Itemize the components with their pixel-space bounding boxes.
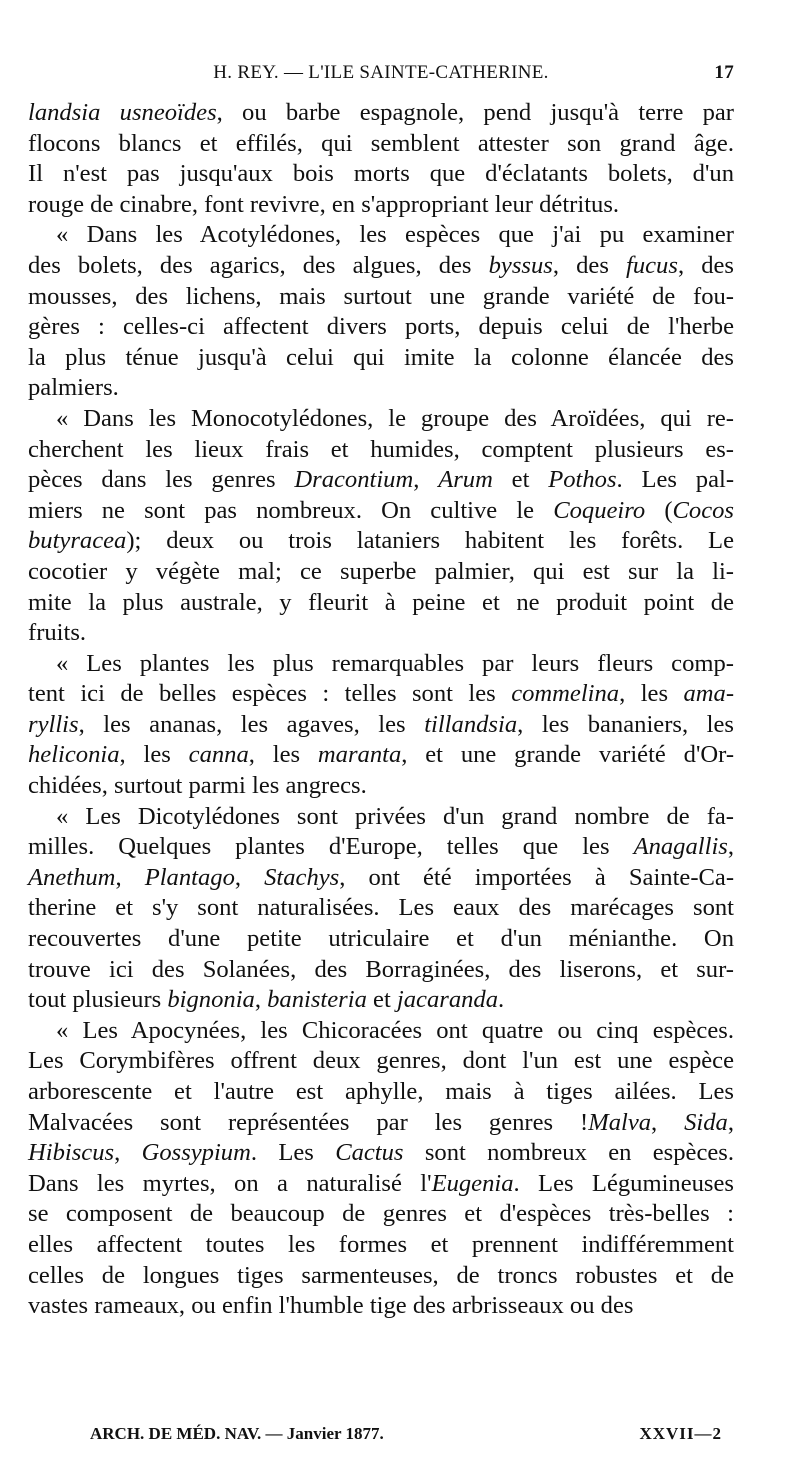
- text-run: et: [492, 466, 549, 494]
- italic-term: Eugenia: [431, 1169, 514, 1197]
- italic-term: jacaranda: [396, 986, 499, 1014]
- italic-term: landsia usneoïdes: [28, 99, 217, 126]
- text-run: « Dans les Acotylédones, les espèces que j'ai pu examiner: [56, 221, 734, 249]
- text-line: [28, 863, 734, 894]
- italic-term: butyracea: [28, 527, 127, 555]
- text-run: et: [366, 986, 397, 1014]
- text-run: ); deux ou trois lataniers habitent les forêts. Le: [126, 527, 734, 555]
- text-run: pèces dans les genres: [28, 466, 295, 494]
- italic-term: Malva: [588, 1108, 652, 1136]
- text-run: .: [498, 986, 505, 1014]
- text-run: , ont été importées à Sainte-Ca-: [339, 863, 735, 891]
- text-run: arborescente et l'autre est aphylle, mais à tiges ailées. Les: [28, 1078, 734, 1105]
- text-run: « Les Dicotylédones sont privées d'un grand nombre de fa-: [56, 802, 734, 830]
- text-run: milles. Quelques plantes d'Europe, telles que les: [28, 833, 634, 861]
- text-run: ,: [727, 1108, 734, 1136]
- text-run: ,: [115, 863, 145, 891]
- text-line: [28, 1108, 734, 1139]
- italic-term: Sida: [684, 1108, 728, 1136]
- text-line: [28, 465, 734, 496]
- text-line: [28, 893, 734, 924]
- text-run: Dans les myrtes, on a naturalisé l': [28, 1169, 432, 1197]
- text-run: ,: [651, 1108, 685, 1136]
- italic-term: commelina: [511, 680, 620, 708]
- text-run: flocons blancs et effilés, qui semblent attester son grand âge.: [28, 129, 734, 157]
- italic-term: Anethum: [28, 863, 116, 891]
- text-run: ,: [114, 1139, 142, 1167]
- text-run: rouge de cinabre, font revivre, en s'appropriant leur détritus.: [28, 190, 620, 218]
- text-run: , des: [677, 251, 734, 279]
- text-run: ,: [727, 833, 734, 861]
- text-line: [28, 557, 734, 588]
- text-run: cocotier y végète mal; ce superbe palmier, qui est sur la li-: [28, 557, 734, 585]
- text-run: tent ici de belles espèces : telles sont les: [28, 680, 512, 708]
- text-line: [28, 679, 734, 710]
- text-line: [28, 435, 734, 466]
- text-run: sont nombreux en espèces.: [403, 1139, 734, 1167]
- text-run: miers ne sont pas nombreux. On cultive le: [28, 496, 554, 524]
- text-line: [28, 526, 734, 557]
- italic-term: banisteria: [267, 986, 367, 1014]
- text-line: [28, 1077, 734, 1108]
- text-line: [28, 1291, 734, 1322]
- italic-term: Coqueiro: [553, 496, 646, 524]
- text-run: fruits.: [28, 619, 87, 647]
- text-run: « Les Apocynées, les Chicoracées ont quatre ou cinq espèces.: [56, 1016, 734, 1044]
- text-run: (: [645, 496, 673, 524]
- text-run: , les: [619, 680, 684, 708]
- text-line: [28, 129, 734, 160]
- italic-term: Pothos: [548, 466, 617, 494]
- text-run: therine et s'y sont naturalisées. Les eaux des marécages sont: [28, 894, 734, 922]
- text-run: vastes rameaux, ou enfin l'humble tige des arbrisseaux ou des: [28, 1292, 634, 1320]
- italic-term: Cocos: [672, 496, 734, 524]
- text-line: [28, 1046, 734, 1077]
- signature-mark: XXVII—2: [639, 1424, 722, 1443]
- text-run: tout plusieurs: [28, 986, 168, 1014]
- text-run: , et une grande variété d'Or-: [401, 741, 735, 769]
- italic-term: heliconia: [28, 741, 120, 769]
- italic-term: fucus: [626, 251, 678, 279]
- text-line: [28, 1199, 734, 1230]
- text-line: [28, 282, 734, 313]
- text-run: la plus ténue jusqu'à celui qui imite la colonne élancée des: [28, 343, 734, 371]
- italic-term: bignonia: [167, 986, 255, 1014]
- text-line: [28, 740, 734, 771]
- text-run: cherchent les lieux frais et humides, comptent plusieurs es-: [28, 435, 734, 463]
- text-run: , les: [248, 741, 318, 769]
- italic-term: byssus: [488, 251, 553, 279]
- text-line: [28, 771, 734, 802]
- text-run: chidées, surtout parmi les angrecs.: [28, 772, 367, 800]
- text-line: [28, 312, 734, 343]
- text-line: [28, 985, 734, 1016]
- text-line: [28, 1230, 734, 1261]
- page-number: 17: [714, 62, 734, 83]
- text-run: « Dans les Monocotylédones, le groupe des Aroïdées, qui re-: [56, 404, 734, 432]
- text-run: Les Corymbifères offrent deux genres, dont l'un est une espèce: [28, 1047, 734, 1075]
- text-run: trouve ici des Solanées, des Borraginées, des liserons, et sur-: [28, 955, 734, 983]
- text-run: gères : celles-ci affectent divers ports, depuis celui de l'herbe: [28, 313, 734, 341]
- text-run: . Les: [250, 1139, 336, 1167]
- text-run: mousses, des lichens, mais surtout une grande variété de fou-: [28, 282, 734, 310]
- text-line: [28, 190, 734, 221]
- journal-citation: ARCH. DE MÉD. NAV. — Janvier 1877.: [90, 1424, 384, 1443]
- italic-term: canna: [188, 741, 249, 769]
- page-header: [28, 62, 734, 92]
- italic-term: Plantago: [144, 863, 235, 891]
- text-line: [28, 1016, 734, 1047]
- italic-term: Anagallis: [633, 833, 728, 861]
- text-run: , des: [552, 251, 627, 279]
- italic-term: tillandsia: [424, 710, 518, 738]
- running-title: H. REY. — L'ILE SAINTE-CATHERINE.: [213, 62, 549, 83]
- text-line: [28, 373, 734, 404]
- text-run: , les bananiers, les: [517, 710, 734, 738]
- text-line: [28, 955, 734, 986]
- text-line: [28, 649, 734, 680]
- text-line: [28, 588, 734, 619]
- italic-term: Stachys: [264, 863, 340, 891]
- text-run: recouvertes d'une petite utriculaire et d'un ménianthe. On: [28, 925, 734, 953]
- text-run: ,: [254, 986, 268, 1014]
- text-run: Malvacées sont représentées par les genres !: [28, 1108, 589, 1136]
- page-footer: [28, 1424, 734, 1452]
- text-run: , les ananas, les agaves, les: [78, 710, 425, 738]
- text-run: elles affectent toutes les formes et prennent indifféremment: [28, 1230, 734, 1258]
- italic-term: Hibiscus: [28, 1139, 115, 1167]
- text-run: celles de longues tiges sarmenteuses, de troncs robustes et de: [28, 1261, 734, 1289]
- text-run: . Les pal-: [616, 466, 735, 494]
- text-run: se composent de beaucoup de genres et d'espèces très-belles :: [28, 1200, 734, 1228]
- text-line: [28, 404, 734, 435]
- italic-term: Cactus: [335, 1139, 404, 1167]
- text-line: [28, 924, 734, 955]
- text-line: [28, 1261, 734, 1292]
- text-run: ,: [413, 466, 439, 494]
- body-text: [28, 98, 734, 1322]
- text-run: des bolets, des agarics, des algues, des: [28, 251, 489, 279]
- text-run: , ou barbe espagnole, pend jusqu'à terre par: [216, 99, 734, 126]
- text-line: [28, 710, 734, 741]
- text-line: [28, 98, 734, 129]
- text-run: ,: [234, 863, 265, 891]
- text-line: [28, 1169, 734, 1200]
- text-run: palmiers.: [28, 374, 119, 402]
- text-run: Il n'est pas jusqu'aux bois morts que d'éclatants bolets, d'un: [28, 160, 734, 188]
- italic-term: Arum: [438, 466, 493, 494]
- text-line: [28, 496, 734, 527]
- text-run: mite la plus australe, y fleurit à peine et ne produit point de: [28, 588, 734, 616]
- italic-term: ryllis: [28, 710, 79, 738]
- italic-term: ama-: [683, 680, 735, 708]
- text-run: . Les Légumineuses: [513, 1169, 734, 1197]
- text-run: , les: [119, 741, 189, 769]
- text-line: [28, 832, 734, 863]
- text-line: [28, 220, 734, 251]
- text-run: « Les plantes les plus remarquables par leurs fleurs comp-: [56, 649, 734, 677]
- text-line: [28, 1138, 734, 1169]
- text-line: [28, 159, 734, 190]
- italic-term: Dracontium: [294, 466, 414, 494]
- text-line: [28, 618, 734, 649]
- text-line: [28, 251, 734, 282]
- text-line: [28, 343, 734, 374]
- italic-term: Gossypium: [141, 1139, 251, 1167]
- italic-term: maranta: [317, 741, 402, 769]
- text-line: [28, 802, 734, 833]
